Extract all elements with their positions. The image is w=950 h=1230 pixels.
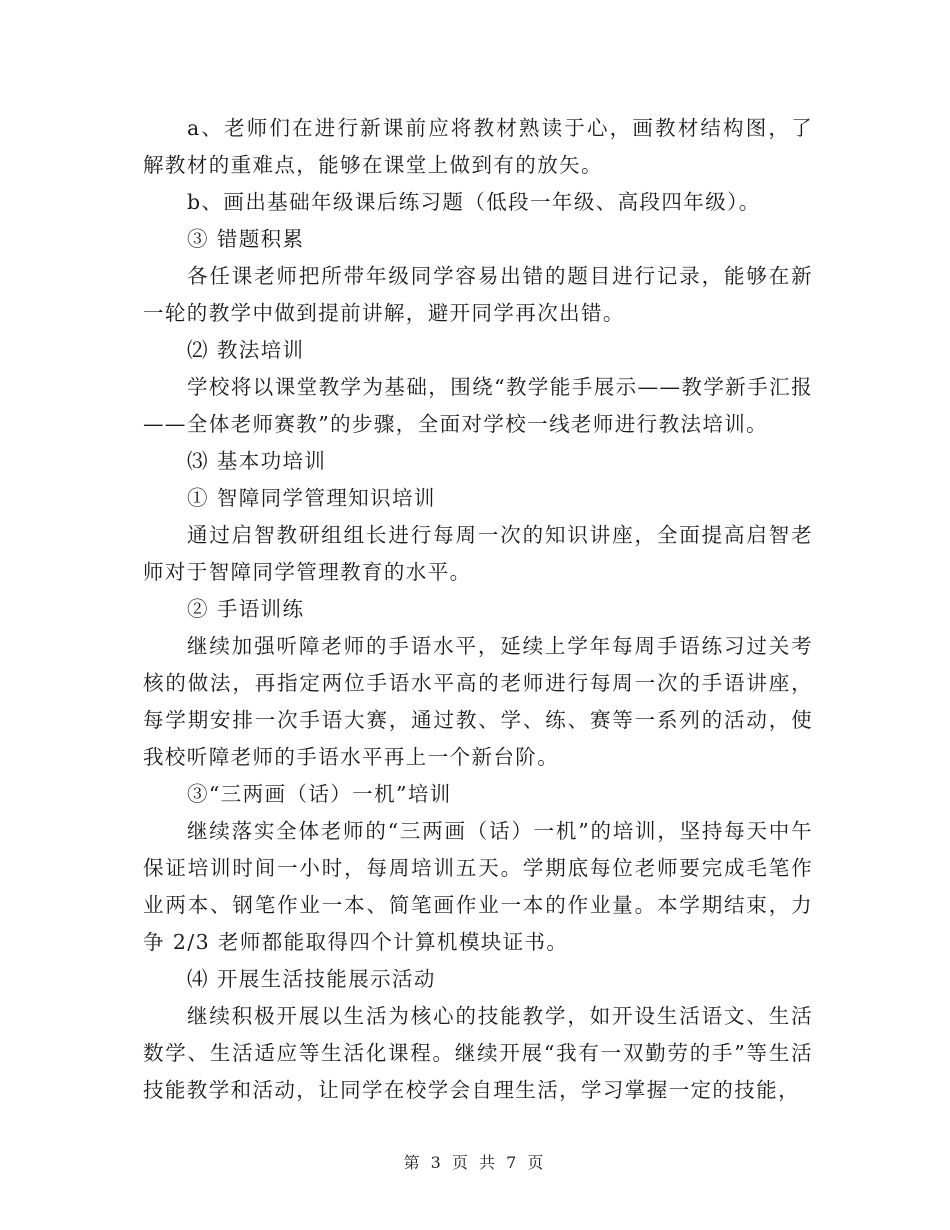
heading-sign-language: ② 手语训练 — [187, 597, 305, 621]
paragraph-three-two: 继续落实全体老师的“三两画（话）一机”的培训，坚持每天中午保证培训时间一小时，每周培训五天。学期底每位老师要完成毛笔作业两本、钢笔作业一本、简笔画作业一本的作业量。本学期结束，力争 2/3 老师都能取得四个计算机模块证书。 — [143, 819, 813, 954]
heading-teaching-method: ⑵ 教法培训 — [187, 338, 305, 362]
heading-basic-skills: ⑶ 基本功培训 — [187, 449, 327, 473]
paragraph-a: a、老师们在进行新课前应将教材熟读于心，画教材结构图，了解教材的重难点，能够在课堂上做到有的放矢。 — [143, 116, 813, 177]
paragraph-sign-language: 继续加强听障老师的手语水平，延续上学年每周手语练习过关考核的做法，再指定两位手语水平高的老师进行每周一次的手语讲座，每学期安排一次手语大赛，通过教、学、练、赛等一系列的活动，使我校听障老师的手语水平再上一个新台阶。 — [143, 634, 813, 769]
document-body — [143, 110, 813, 1109]
paragraph-error-accumulation: 各任课老师把所带年级同学容易出错的题目进行记录，能够在新一轮的教学中做到提前讲解，避开同学再次出错。 — [143, 264, 813, 325]
heading-error-accumulation: ③ 错题积累 — [187, 227, 305, 251]
paragraph-b: b、画出基础年级课后练习题（低段一年级、高段四年级）。 — [187, 190, 761, 214]
paragraph-management-training: 通过启智教研组组长进行每周一次的知识讲座，全面提高启智老师对于智障同学管理教育的水平。 — [143, 523, 813, 584]
page-number-footer: 第 3 页 共 7 页 — [403, 1153, 547, 1172]
heading-life-skills: ⑷ 开展生活技能展示活动 — [187, 967, 436, 991]
heading-three-two: ③“三两画（话）一机”培训 — [187, 782, 452, 806]
heading-management-training: ① 智障同学管理知识培训 — [187, 486, 436, 510]
paragraph-life-skills: 继续积极开展以生活为核心的技能教学，如开设生活语文、生活数学、生活适应等生活化课程。继续开展“我有一双勤劳的手”等生活技能教学和活动，让同学在校学会自理生活，学习掌握一定的技能， — [143, 1004, 813, 1102]
paragraph-teaching-method: 学校将以课堂教学为基础，围绕“教学能手展示——教学新手汇报——全体老师赛教”的步骤，全面对学校一线老师进行教法培训。 — [143, 375, 813, 436]
